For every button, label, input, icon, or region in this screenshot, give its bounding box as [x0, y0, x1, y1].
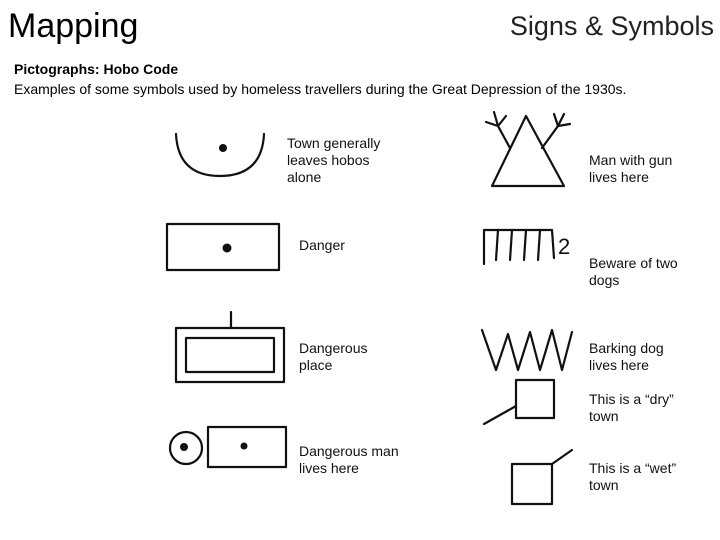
section-heading: Pictographs: Hobo Code	[14, 61, 179, 77]
two-dogs-label: Beware of two dogs	[589, 255, 678, 288]
barking-dog-symbol-icon	[478, 326, 578, 376]
town-alone-label: Town generally leaves hobos alone	[287, 135, 381, 185]
page-title: Mapping	[8, 7, 139, 45]
wet-town-label: This is a “wet” town	[589, 460, 677, 493]
page-subtitle: Signs & Symbols	[509, 11, 714, 41]
dry-town-symbol-icon	[478, 376, 568, 428]
danger-label: Danger	[299, 237, 345, 253]
dangerous-man-label: Dangerous man lives here	[299, 443, 399, 476]
man-with-gun-symbol-icon	[480, 108, 580, 190]
dry-town-label: This is a “dry” town	[589, 391, 674, 424]
danger-symbol-icon	[163, 220, 283, 275]
barking-dog-label: Barking dog lives here	[589, 340, 664, 373]
man-with-gun-label: Man with gun lives here	[589, 152, 673, 185]
dangerous-place-label: Dangerous place	[299, 340, 368, 373]
wet-town-symbol-icon	[504, 448, 584, 508]
section-description: Examples of some symbols used by homeless travellers during the Great Depression of the 1930s.	[14, 81, 627, 97]
two-dogs-count-glyph: 2	[558, 234, 571, 259]
two-dogs-symbol-icon	[478, 222, 578, 270]
dangerous-place-symbol-icon	[172, 310, 288, 385]
dangerous-man-symbol-icon	[168, 422, 292, 474]
town-alone-symbol-icon	[170, 128, 270, 183]
